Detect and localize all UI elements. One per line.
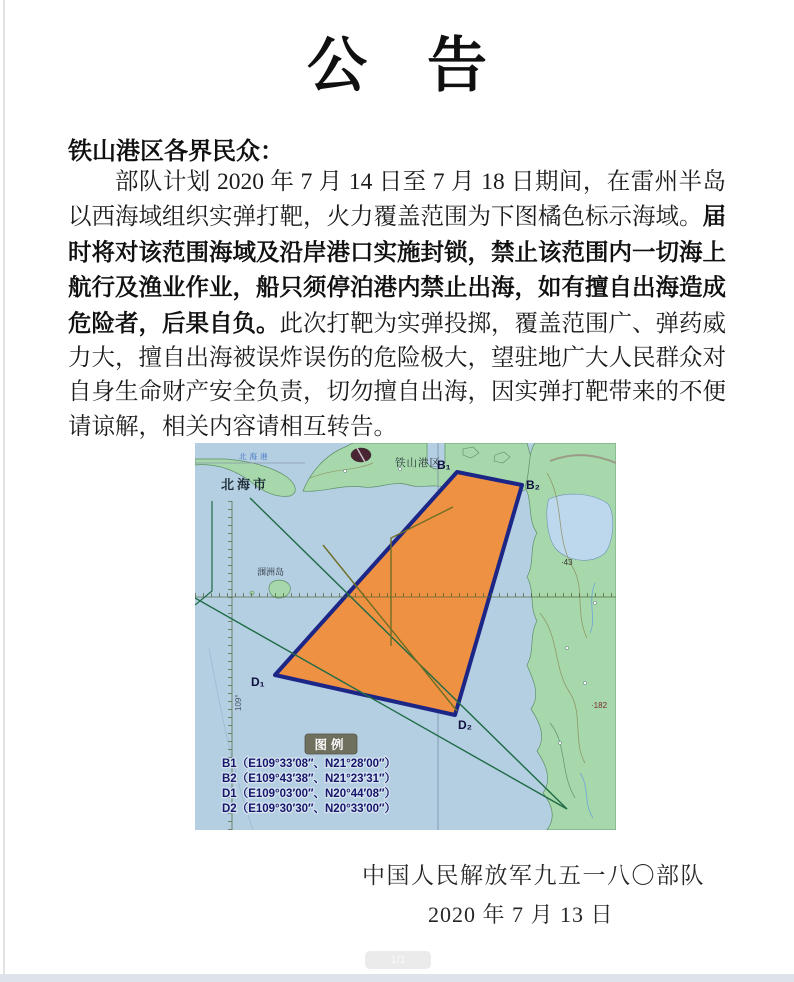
label-tieshan-district: 铁山港区 bbox=[395, 457, 441, 469]
legend-row-d1: D1（E109°03′00″、N20°44′08″） bbox=[222, 788, 397, 800]
label-elevation-43: ·43 bbox=[561, 558, 573, 567]
body-segment-3: 此次打靶为实弹投掷，覆盖范围广、弹药威力大，擅自出海被误炸误伤的危险极大，望驻地广大人民群众对自身生命财产安全负责，切勿擅自出海，因实弹打靶带来的不便请谅解，相关内容请相互转告。 bbox=[68, 310, 726, 440]
legend-row-b1: B1（E109°33′08″、N21°28′00″） bbox=[222, 758, 397, 770]
legend-row-b2: B2（E109°43′38″、N21°23′31″） bbox=[222, 773, 397, 785]
page-left-edge-line bbox=[3, 0, 5, 982]
signature-unit: 中国人民解放军九五一八〇部队 bbox=[362, 863, 705, 888]
salutation: 铁山港区各界民众： bbox=[68, 138, 284, 165]
vertex-label-d1: D₁ bbox=[251, 675, 265, 689]
vertex-label-d2: D₂ bbox=[458, 718, 472, 732]
page-bottom-strip bbox=[0, 974, 794, 982]
announcement-body bbox=[68, 165, 726, 444]
body-segment-2-bold: 届时将对该范围海域及沿岸港口实施封锁，禁止该范围内一切海上航行及渔业作业，船只须停泊港内禁止出海，如有擅自出海造成危险者，后果自负。 bbox=[68, 203, 726, 336]
airport-icon bbox=[351, 448, 371, 462]
document-date: 2020 年 7 月 13 日 bbox=[428, 902, 614, 927]
label-longitude-109: 109° bbox=[234, 694, 243, 711]
exercise-area-map bbox=[195, 443, 616, 830]
label-elevation-182: ·182 bbox=[591, 701, 608, 710]
vertex-label-b1: B₁ bbox=[437, 458, 451, 472]
label-beihai-city: 北海市 bbox=[221, 477, 270, 492]
vertex-label-b2: B₂ bbox=[526, 478, 540, 492]
page-title: 公 告 bbox=[307, 33, 487, 99]
map-weizhou-island bbox=[269, 580, 290, 598]
body-segment-1: 部队计划 2020 年 7 月 14 日至 7 月 18 日期间，在雷州半岛以西海域组织实弹打靶，火力覆盖范围为下图橘色标示海域。 bbox=[68, 169, 726, 231]
label-beihai-harbor: 北海港 bbox=[239, 452, 271, 461]
page-indicator: 1/1 bbox=[365, 951, 431, 969]
legend-title: 图例 bbox=[314, 738, 348, 752]
legend-row-d2: D2（E109°30′30″、N20°33′00″） bbox=[222, 803, 397, 815]
map-islet-3 bbox=[250, 591, 254, 595]
label-weizhou-island: 涠洲岛 bbox=[257, 567, 285, 577]
